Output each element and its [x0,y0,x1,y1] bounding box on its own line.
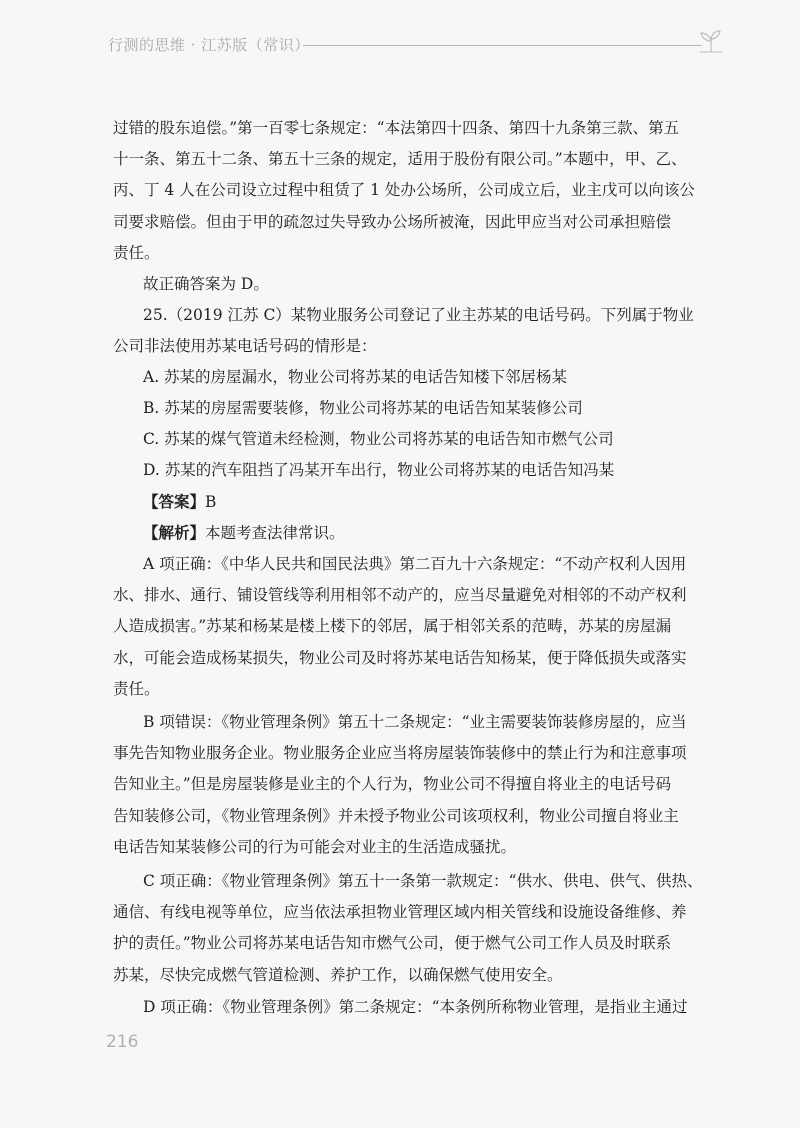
header-rule [303,45,702,46]
text-line: 过错的股东追偿。”第一百零七条规定：“本法第四十四条、第四十九条第三款、第五 [113,119,680,137]
analysis-option-c [113,866,713,991]
answer-line [113,486,713,517]
analysis-option-d [113,992,713,1023]
text-line: B. 苏某的房屋需要装修，物业公司将苏某的电话告知某装修公司 [143,399,583,417]
text-line: 十一条、第五十二条、第五十三条的规定，适用于股份有限公司。”本题中，甲、乙、 [113,150,687,169]
text-line: A. 苏某的房屋漏水，物业公司将苏某的电话告知楼下邻居杨某 [143,368,568,386]
text-line: 丙、丁 4 人在公司设立过程中租赁了 1 处办公场所，公司成立后，业主戊可以向该公 [113,181,695,200]
question-stem [113,300,713,362]
option-b [113,393,713,424]
analysis-option-b [113,707,713,863]
book-title: 行测的思维 · 江苏版（常识） [108,36,310,54]
text-line: 25.（2019 江苏 C）某物业服务公司登记了业主苏某的电话号码。下列属于物业 [143,306,694,324]
text-line: 苏某，尽快完成燃气管道检测、养护工作，以确保燃气使用安全。 [113,965,563,984]
text-line: 公司非法使用苏某电话号码的情形是： [113,337,377,356]
text-line: D 项正确：《物业管理条例》第二条规定：“本条例所称物业管理，是指业主通过 [143,998,688,1016]
text-line: 人造成损害。”苏某和杨某是楼上楼下的邻居，属于相邻关系的范畴，苏某的房屋漏 [113,617,672,636]
option-c [113,424,713,455]
text-line: 责任。 [113,243,160,262]
option-a [113,362,713,393]
sprout-icon [698,28,724,54]
option-d [113,455,713,486]
text-line: 事先告知物业服务企业。物业服务企业应当将房屋装饰装修中的禁止行为和注意事项 [113,744,687,763]
paragraph-continuation [113,113,713,269]
analysis-intro: 本题考查法律常识。 [205,524,345,542]
text-line: 告知业主。”但是房屋装修是业主的个人行为，物业公司不得擅自将业主的电话号码 [113,775,672,794]
text-line: 水、排水、通行、铺设管线等利用相邻不动产的，应当尽量避免对相邻的不动产权利 [113,586,687,605]
text-line: 护的责任。”物业公司将苏某电话告知市燃气公司，便于燃气公司工作人员及时联系 [113,934,672,953]
text-line: 司要求赔偿。但由于甲的疏忽过失导致办公场所被淹，因此甲应当对公司承担赔偿 [113,212,672,231]
answer-tag: 【答案】 [143,492,206,511]
text-line: 电话告知某装修公司的行为可能会对业主的生活造成骚扰。 [113,837,517,856]
text-line: B 项错误：《物业管理条例》第五十二条规定：“业主需要装饰装修房屋的，应当 [143,713,687,731]
text-line: A 项正确：《中华人民共和国民法典》第二百九十六条规定：“不动产权利人因用 [143,555,687,573]
text-line: D. 苏某的汽车阻挡了冯某开车出行，物业公司将苏某的电话告知冯某 [143,461,615,479]
analysis-line [113,517,713,548]
analysis-option-a [113,549,713,705]
answer-conclusion [113,269,713,300]
text-line: 告知装修公司，《物业管理条例》并未授予物业公司该项权利，物业公司擅自将业主 [113,806,679,825]
answer-value: B [205,493,217,511]
text-line: C 项正确：《物业管理条例》第五十一条第一款规定：“供水、供电、供气、供热、 [143,872,703,890]
analysis-tag: 【解析】 [143,523,206,542]
running-header [108,32,720,62]
text-line: 责任。 [113,679,160,698]
text-line: C. 苏某的煤气管道未经检测，物业公司将苏某的电话告知市燃气公司 [143,430,614,448]
text-line: 通信、有线电视等单位，应当依法承担物业管理区域内相关管线和设施设备维修、养 [113,903,687,922]
text-line: 故正确答案为 D。 [143,275,269,293]
text-line: 水，可能会造成杨某损失，物业公司及时将苏某电话告知杨某，便于降低损失或落实 [113,648,687,667]
page-number: 216 [106,1032,139,1052]
